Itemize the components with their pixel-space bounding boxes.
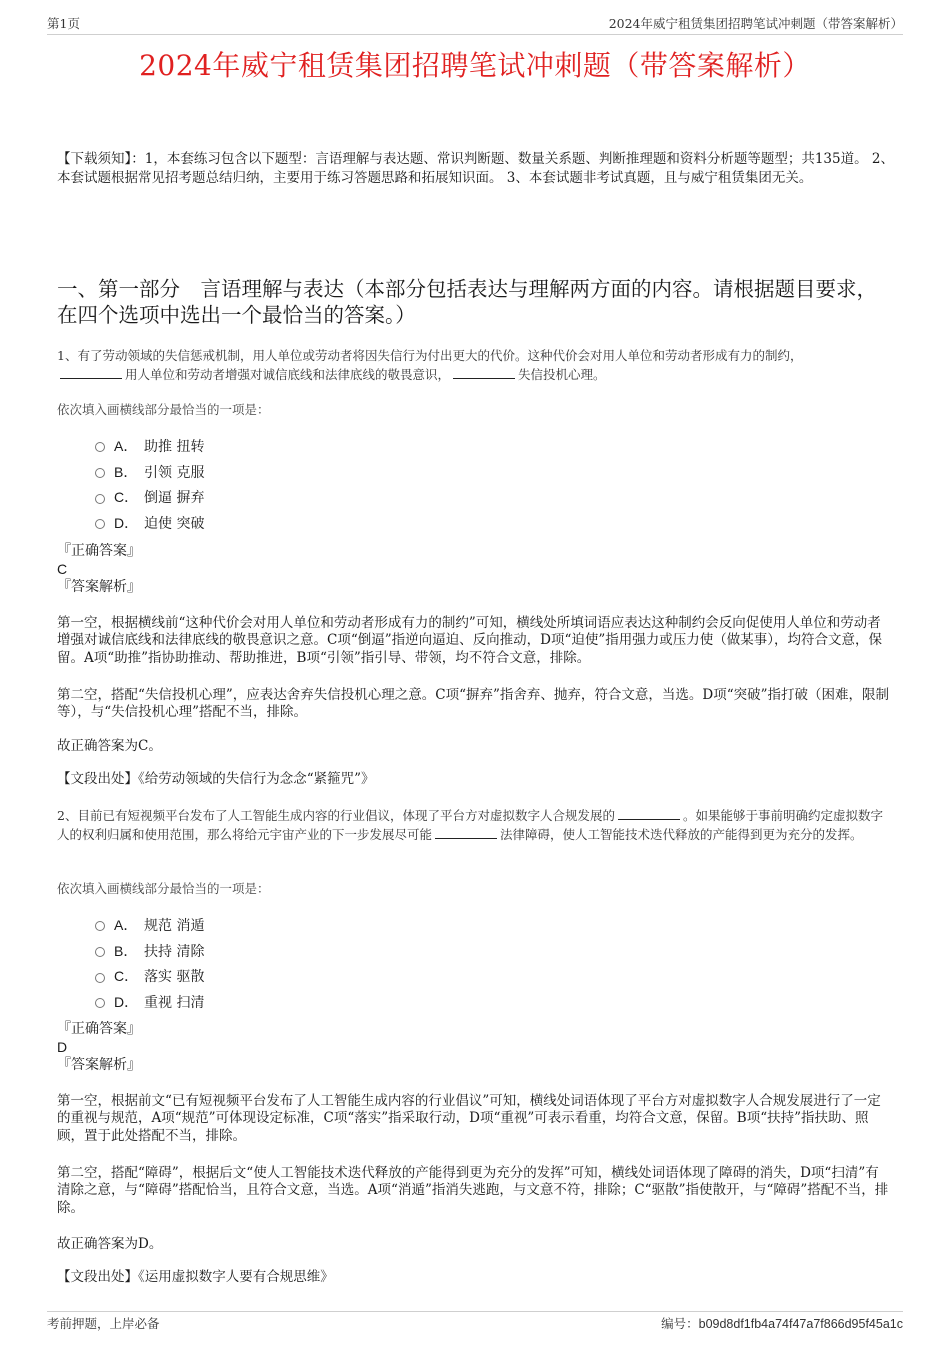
question-1-options (95, 433, 204, 536)
question-2-text: 2、目前已有短视频平台发布了人工智能生成内容的行业倡议，体现了平台方对虚拟数字人合规发展的 。如果能够于事前明确约定虚拟数字人的权利归属和使用范围，那么将给元宇宙产业的下一步发展尽可能 法律障碍，使人工智能技术迭代释放的产能得到更为充分的发挥。 (57, 808, 883, 842)
question-2-options (95, 912, 204, 1015)
option-b[interactable]: B． 扶持 清除 (95, 938, 204, 964)
question-2-answer (57, 1020, 892, 1074)
download-notice: 【下载须知】：1，本套练习包含以下题型：言语理解与表达题、常识判断题、数量关系题、判断推理题和资料分析题等题型；共135道。 2、本套试题根据常见招考题总结归纳，主要用于练习答题思路和拓展知识面。 3、本套试题非考试真题，且与威宁租赁集团无关。 (57, 151, 894, 186)
page-number: 第1页 (47, 16, 80, 31)
correct-answer-value: D (57, 1039, 68, 1055)
option-d[interactable]: D． 重视 扫清 (95, 989, 204, 1015)
source-citation: 【文段出处】《给劳动领域的失信行为念念“紧箍咒”》 (57, 771, 375, 787)
radio-icon[interactable] (95, 998, 105, 1008)
option-c[interactable]: C． 倒逼 摒弃 (95, 484, 204, 510)
question-1-text: 1、有了劳动领域的失信惩戒机制，用人单位或劳动者将因失信行为付出更大的代价。这种代价会对用人单位和劳动者形成有力的制约， 用人单位和劳动者增强对诚信底线和法律底线的敬畏意识， 失信投机心理。 (57, 348, 803, 382)
document-title: 2024年威宁租赁集团招聘笔试冲刺题（带答案解析） (139, 49, 811, 82)
header-doc-title: 2024年威宁租赁集团招聘笔试冲刺题（带答案解析） (608, 16, 903, 31)
analysis-conclusion: 故正确答案为D。 (57, 1236, 163, 1252)
source-citation: 【文段出处】《运用虚拟数字人要有合规思维》 (57, 1269, 334, 1285)
question-1-prompt: 依次填入画横线部分最恰当的一项是： (57, 402, 270, 417)
option-a[interactable]: A． 助推 扭转 (95, 433, 204, 459)
radio-icon[interactable] (95, 519, 105, 529)
answer-blank (453, 366, 515, 379)
option-d[interactable]: D． 迫使 突破 (95, 510, 204, 536)
radio-icon[interactable] (95, 973, 105, 983)
analysis-para: 第一空，根据前文“已有短视频平台发布了人工智能生成内容的行业倡议”可知，横线处词语体现了平台方对虚拟数字人合规发展进行了一定的重视与规范，A项“规范”可体现设定标准，C项“落实”指采取行动，D项“重视”可表示看重，均符合文意，保留。B项“扶持”指扶助、照顾，置于此处搭配不当，排除。 (57, 1093, 881, 1144)
section-heading: 一、第一部分 言语理解与表达（本部分包括表达与理解两方面的内容。请根据题目要求，在四个选项中选出一个最恰当的答案。） (57, 277, 877, 327)
radio-icon[interactable] (95, 442, 105, 452)
radio-icon[interactable] (95, 468, 105, 478)
answer-blank (435, 826, 497, 839)
option-c[interactable]: C． 落实 驱散 (95, 963, 204, 989)
radio-icon[interactable] (95, 947, 105, 957)
correct-answer-label: 『正确答案』 (57, 1021, 141, 1037)
answer-blank (618, 807, 680, 820)
page-header (47, 14, 903, 35)
footer-slogan: 考前押题，上岸必备 (47, 1316, 160, 1331)
radio-icon[interactable] (95, 921, 105, 931)
answer-blank (60, 366, 122, 379)
document-code: 编号：b09d8df1fb4a74f47a7f866d95f45a1c (661, 1316, 903, 1331)
analysis-label: 『答案解析』 (57, 579, 141, 595)
correct-answer-label: 『正确答案』 (57, 543, 141, 559)
radio-icon[interactable] (95, 494, 105, 504)
analysis-para: 第二空，搭配“失信投机心理”，应表达舍弃失信投机心理之意。C项“摒弃”指舍弃、抛弃，符合文意，当选。D项“突破”指打破（困难，限制等），与“失信投机心理”搭配不当，排除。 (57, 687, 890, 721)
analysis-label: 『答案解析』 (57, 1057, 141, 1073)
analysis-para: 第一空，根据横线前“这种代价会对用人单位和劳动者形成有力的制约”可知，横线处所填词语应表达这种制约会反向促使用人单位和劳动者增强对诚信底线和法律底线的敬畏意识之意。C项“倒逼”指逆向逼迫、反向推动，D项“迫使”指用强力或压力使（做某事），均符合文意，保留。A项“助推”指协助推动、帮助推进，B项“引领”指引导、带领，均不符合文意，排除。 (57, 615, 883, 666)
option-a[interactable]: A． 规范 消遁 (95, 912, 204, 938)
option-b[interactable]: B． 引领 克服 (95, 459, 204, 485)
analysis-para: 第二空，搭配“障碍”，根据后文“使人工智能技术迭代释放的产能得到更为充分的发挥”可知，横线处词语体现了障碍的消失，D项“扫清”有清除之意，与“障碍”搭配恰当，且符合文意，当选。A项“消遁”指消失逃跑，与文意不符，排除；C“驱散”指使散开，与“障碍”搭配不当，排除。 (57, 1165, 889, 1216)
correct-answer-value: C (57, 561, 68, 577)
question-2-prompt: 依次填入画横线部分最恰当的一项是： (57, 881, 270, 896)
question-1-answer (57, 542, 892, 596)
page-footer (47, 1311, 903, 1332)
analysis-conclusion: 故正确答案为C。 (57, 738, 162, 754)
